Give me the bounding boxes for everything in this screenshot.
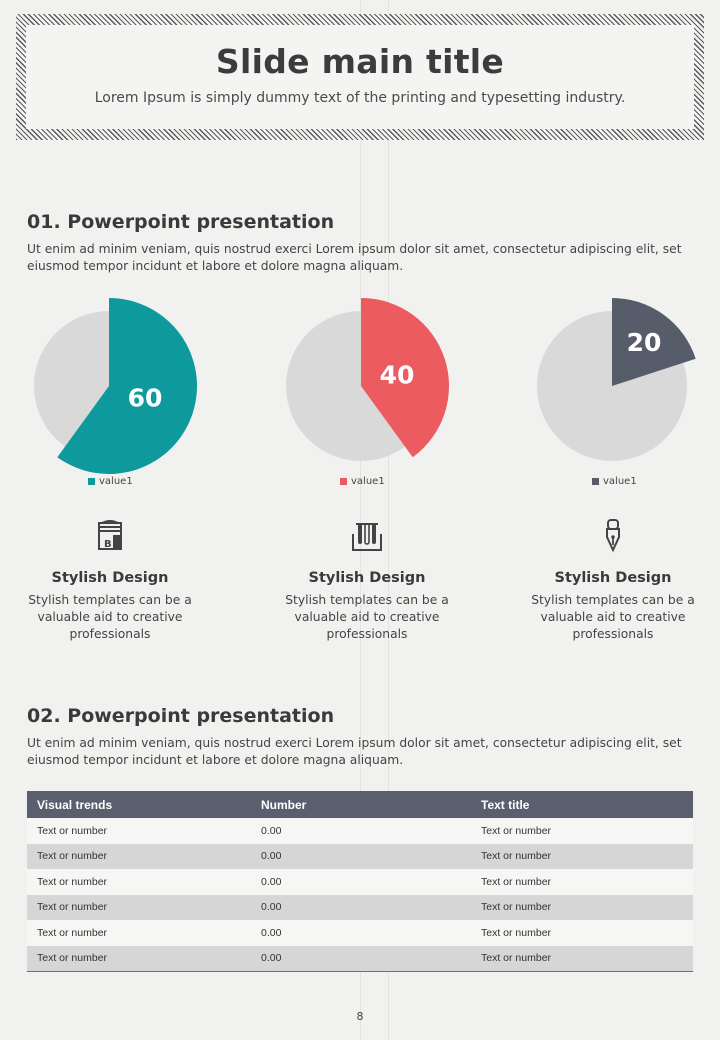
table-cell: 0.00 xyxy=(251,920,471,946)
page-number: 8 xyxy=(356,1010,364,1023)
section2-title: 02. Powerpoint presentation xyxy=(27,705,335,727)
section1-title: 01. Powerpoint presentation xyxy=(27,211,335,233)
table-cell: Text or number xyxy=(471,818,693,844)
table-cell: Text or number xyxy=(471,895,693,921)
table-cell: Text or number xyxy=(471,946,693,972)
feature-text: Stylish templates can be a valuable aid to creative professionals xyxy=(28,593,192,641)
page-title: Slide main title xyxy=(215,42,505,81)
pie-value-label: 60 xyxy=(127,383,163,413)
table-row xyxy=(27,844,693,870)
test-tubes-icon xyxy=(349,518,385,554)
title-banner xyxy=(16,14,704,140)
table-row xyxy=(27,818,693,844)
table-cell: 0.00 xyxy=(251,844,471,870)
legend-swatch xyxy=(592,478,599,485)
table-cell: Text or number xyxy=(27,920,251,946)
legend-label: value1 xyxy=(603,476,637,487)
table-row xyxy=(27,946,693,972)
table-header-cell: Number xyxy=(251,791,471,818)
table-row xyxy=(27,920,693,946)
feature-card-1 xyxy=(10,518,210,643)
data-table xyxy=(27,791,693,972)
pie-legend-3 xyxy=(592,476,637,487)
feature-title: Stylish Design xyxy=(554,570,672,586)
pie-legend-2 xyxy=(340,476,385,487)
table-header-cell: Visual trends xyxy=(27,791,251,818)
table-cell: Text or number xyxy=(471,844,693,870)
title-banner-inner xyxy=(26,25,694,129)
legend-label: value1 xyxy=(99,476,133,487)
feature-card-2 xyxy=(267,518,467,643)
legend-swatch xyxy=(88,478,95,485)
table-row xyxy=(27,895,693,921)
pie-chart-3 xyxy=(530,291,710,476)
pie-value-label: 40 xyxy=(379,360,415,390)
feature-title: Stylish Design xyxy=(51,570,169,586)
table-cell: Text or number xyxy=(27,946,251,972)
table-row xyxy=(27,869,693,895)
legend-label: value1 xyxy=(351,476,385,487)
feature-text: Stylish templates can be a valuable aid to creative professionals xyxy=(531,593,695,641)
legend-swatch xyxy=(340,478,347,485)
table-header-cell: Text title xyxy=(471,791,693,818)
table-cell: Text or number xyxy=(471,920,693,946)
feature-text: Stylish templates can be a valuable aid to creative professionals xyxy=(285,593,449,641)
table-cell: Text or number xyxy=(27,844,251,870)
table-cell: 0.00 xyxy=(251,946,471,972)
pie-chart-1 xyxy=(27,291,207,476)
pen-nib-icon xyxy=(595,518,631,554)
section2-body: Ut enim ad minim veniam, quis nostrud exerci Lorem ipsum dolor sit amet, consectetur adipiscing elit, set eiusmod tempor incidunt et labore et dolore magna aliquam. xyxy=(27,736,682,767)
table-header-row xyxy=(27,791,693,818)
table-cell: Text or number xyxy=(27,818,251,844)
pie-value-label: 20 xyxy=(626,327,662,357)
bucket-icon xyxy=(92,518,128,554)
table-cell: 0.00 xyxy=(251,818,471,844)
page-subtitle: Lorem Ipsum is simply dummy text of the printing and typesetting industry. xyxy=(94,90,626,106)
table-cell: 0.00 xyxy=(251,869,471,895)
section1-body: Ut enim ad minim veniam, quis nostrud exerci Lorem ipsum dolor sit amet, consectetur adipiscing elit, set eiusmod tempor incidunt et labore et dolore magna aliquam. xyxy=(27,242,682,273)
pie-legend-1 xyxy=(88,476,133,487)
table-cell: Text or number xyxy=(27,869,251,895)
feature-card-3 xyxy=(513,518,713,643)
pie-chart-2 xyxy=(279,291,459,476)
table-cell: 0.00 xyxy=(251,895,471,921)
table-cell: Text or number xyxy=(471,869,693,895)
table-cell: Text or number xyxy=(27,895,251,921)
feature-title: Stylish Design xyxy=(308,570,426,586)
svg-text:B: B xyxy=(104,539,112,550)
